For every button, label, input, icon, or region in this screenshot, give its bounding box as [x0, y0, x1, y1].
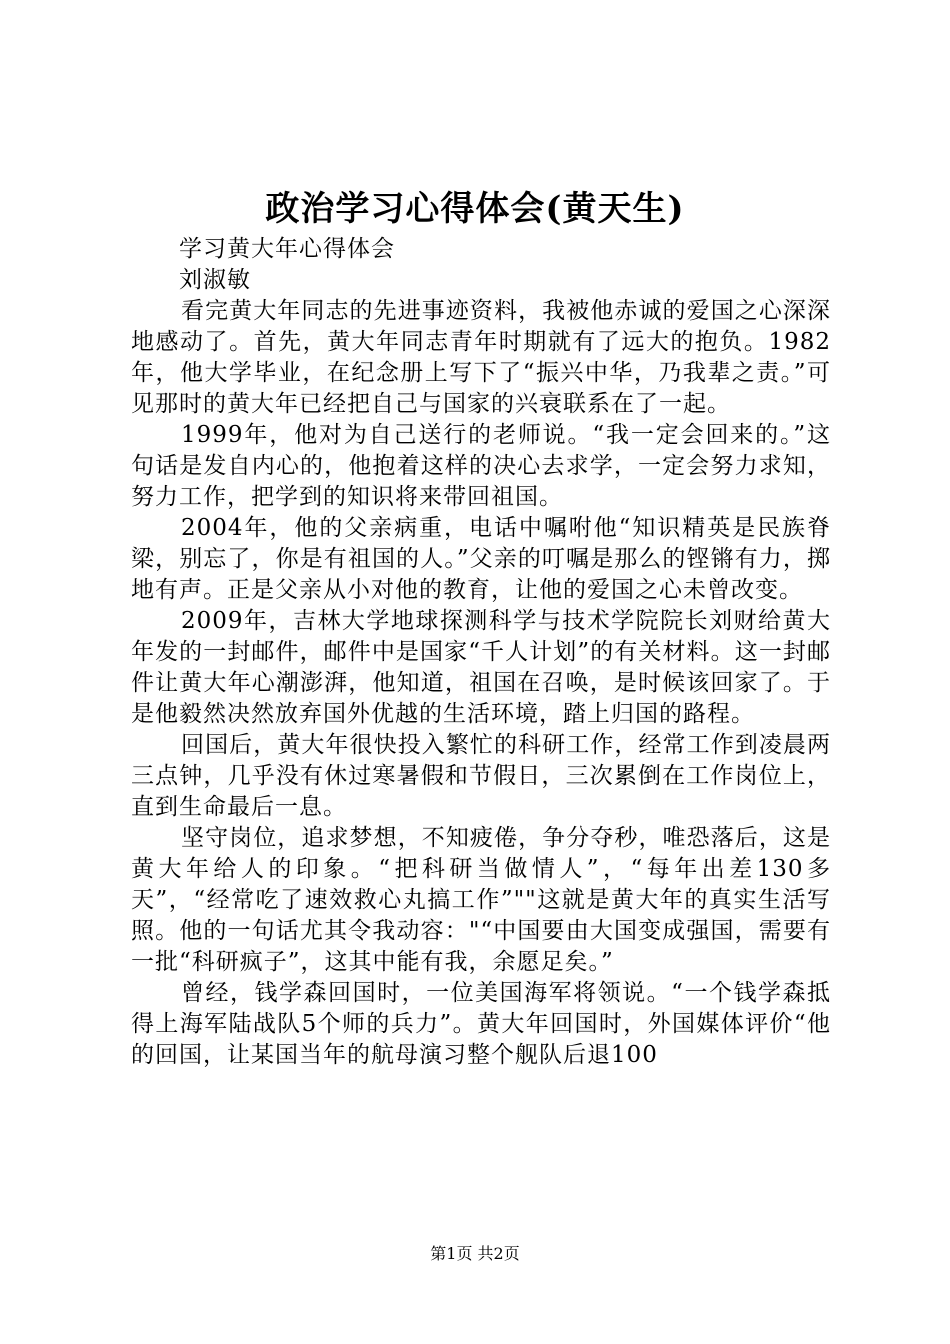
- paragraph: 1999年，他对为自己送行的老师说。“我一定会回来的。”这句话是发自内心的，他抱着这样的决心去求学，一定会努力求知，努力工作，把学到的知识将来带回祖国。: [131, 422, 831, 510]
- document-subtitle: 学习黄大年心得体会: [179, 236, 395, 262]
- paragraph: 看完黄大年同志的先进事迹资料，我被他赤诚的爱国之心深深地感动了。首先，黄大年同志青年时期就有了远大的抱负。1982年，他大学毕业，在纪念册上写下了“振兴中华，乃我辈之责。”可见那时的黄大年已经把自己与国家的兴衰联系在了一起。: [131, 298, 831, 417]
- page-number-footer: 第1页 共2页: [430, 1244, 520, 1263]
- document-author: 刘淑敏: [179, 267, 251, 293]
- document-body: [131, 234, 831, 1071]
- paragraph: 回国后，黄大年很快投入繁忙的科研工作，经常工作到凌晨两三点钟，几乎没有休过寒暑假和节假日，三次累倒在工作岗位上，直到生命最后一息。: [131, 732, 831, 820]
- paragraph: 曾经，钱学森回国时，一位美国海军将领说。“一个钱学森抵得上海军陆战队5个师的兵力”。黄大年回国时，外国媒体评价“他的回国，让某国当年的航母演习整个舰队后退100: [131, 980, 831, 1068]
- document-title: 政治学习心得体会(黄天生): [265, 189, 685, 229]
- paragraph: 坚守岗位，追求梦想，不知疲倦，争分夺秒，唯恐落后，这是黄大年给人的印象。“把科研当做情人”，“每年出差130多天”，“经常吃了速效救心丸搞工作”""这就是黄大年的真实生活写照。他的一句话尤其令我动容："“中国要由大国变成强国，需要有一批“科研疯子”，这其中能有我，余愿足矣。”: [131, 825, 831, 975]
- paragraph: 2009年，吉林大学地球探测科学与技术学院院长刘财给黄大年发的一封邮件，邮件中是国家“千人计划”的有关材料。这一封邮件让黄大年心潮澎湃，他知道，祖国在召唤，是时候该回家了。于是他毅然决然放弃国外优越的生活环境，踏上归国的路程。: [131, 608, 831, 727]
- paragraph: 2004年，他的父亲病重，电话中嘱咐他“知识精英是民族脊梁，别忘了，你是有祖国的人。”父亲的叮嘱是那么的铿锵有力，掷地有声。正是父亲从小对他的教育，让他的爱国之心未曾改变。: [131, 515, 831, 603]
